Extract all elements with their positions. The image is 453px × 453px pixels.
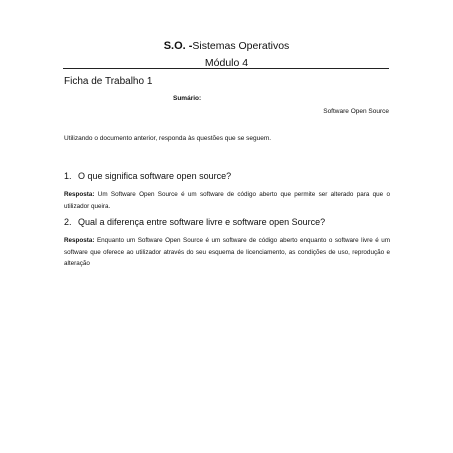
answer-1-label: Resposta: — [64, 191, 95, 198]
answer-2-label: Resposta: — [64, 237, 95, 244]
question-1-number: 1. — [64, 171, 72, 181]
summary-label: Sumário: — [173, 95, 202, 102]
document-title-abbrev: S.O. - — [163, 40, 193, 52]
question-1 — [64, 171, 231, 181]
module-title: Módulo 4 — [204, 57, 249, 69]
question-2-number: 2. — [64, 217, 72, 227]
answer-2 — [64, 235, 390, 270]
intro-text: Utilizando o documento anterior, responda às questões que se seguem. — [64, 135, 272, 142]
header-divider — [63, 68, 389, 69]
question-1-text: O que significa software open source? — [78, 171, 232, 181]
summary-value: Software Open Source — [323, 108, 389, 115]
worksheet-title: Ficha de Trabalho 1 — [64, 76, 153, 87]
answer-2-text: Enquanto um Software Open Source é um software de código aberto enquanto o software livre é um software que oferece ao utilizador através do seu esquema de licenciamento, as condições de uso, reprodução e alteração — [64, 237, 391, 267]
document-title — [0, 40, 453, 53]
answer-1 — [64, 189, 390, 212]
answer-1-text: Um Software Open Source é um software de código aberto que permite ser alterado para que o utilizador queira. — [64, 191, 390, 210]
question-2-text: Qual a diferença entre software livre e software open Source? — [78, 217, 326, 227]
document-title-name: Sistemas Operativos — [192, 40, 290, 52]
question-2 — [64, 217, 325, 227]
